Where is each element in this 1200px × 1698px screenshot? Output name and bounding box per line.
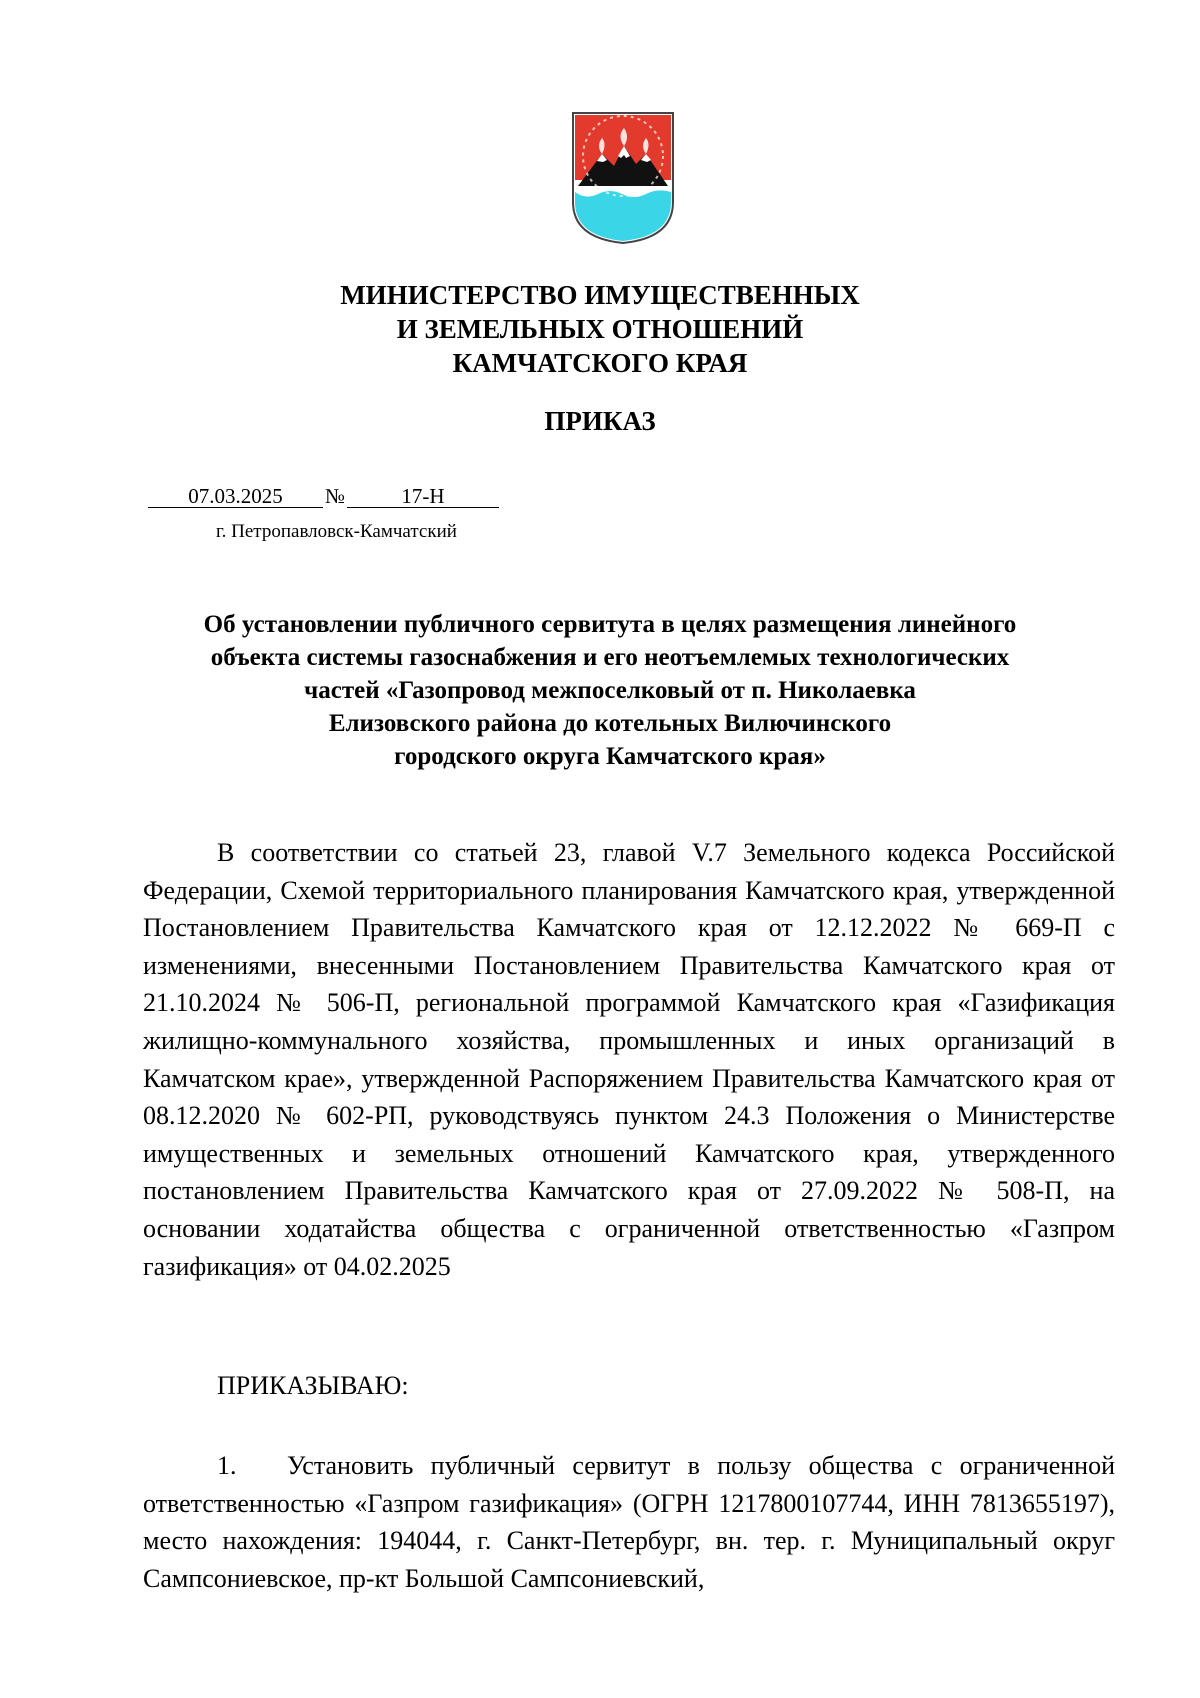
- item-1-text: Установить публичный сервитут в пользу общества с ограниченной ответственностью «Газпром газификация» (ОГРН 1217800107744, ИНН 7813655197), место нахождения: 194044, г. Санкт-Петербург, вн. тер. г. Муниципальный округ Сампсониевское, пр-кт Большой Сампсониевский,: [143, 1451, 1115, 1593]
- subject-line-3: частей «Газопровод межпоселковый от п. Николаевка: [304, 677, 916, 704]
- item-1-paragraph: [143, 1447, 1115, 1597]
- subject-line-5: городского округа Камчатского края»: [394, 743, 826, 770]
- ministry-name-line-2: И ЗЕМЕЛЬНЫХ ОТНОШЕНИЙ: [396, 314, 804, 344]
- subject-line-2: объекта системы газоснабжения и его неотъемлемых технологических: [210, 644, 1010, 671]
- number-sign: №: [324, 484, 346, 508]
- item-1-number: 1.: [217, 1451, 237, 1480]
- order-number: 17-Н: [347, 485, 499, 508]
- order-subject: [140, 608, 1080, 773]
- decree-word: ПРИКАЗЫВАЮ:: [217, 1371, 409, 1400]
- subject-line-4: Елизовского района до котельных Вилючинского: [328, 710, 892, 737]
- city-line: г. Петропавловск-Камчатский: [216, 521, 457, 542]
- subject-line-1: Об установлении публичного сервитута в целях размещения линейного: [203, 611, 1017, 638]
- date-number-line: [148, 483, 499, 509]
- kamchatka-coat-of-arms-icon: [570, 110, 676, 246]
- ministry-name: [0, 278, 1200, 380]
- ministry-name-line-1: МИНИСТЕРСТВО ИМУЩЕСТВЕННЫХ: [340, 280, 860, 310]
- preamble-paragraph: В соответствии со статьей 23, главой V.7 Земельного кодекса Российской Федерации, Схемой территориального планирования Камчатского края, утвержденной Постановлением Правительства Камчатского края от 12.12.2022 № 669-П с изменениями, внесенными Постановлением Правительства Камчатского края от 21.10.2024 № 506-П, региональной программой Камчатского края «Газификация жилищно-коммунального хозяйства, промышленных и иных организаций в Камчатском крае», утвержденной Распоряжением Правительства Камчатского края от 08.12.2020 № 602-РП, руководствуясь пунктом 24.3 Положения о Министерстве имущественных и земельных отношений Камчатского края, утвержденного постановлением Правительства Камчатского края от 27.09.2022 № 508-П, на основании ходатайства общества с ограниченной ответственностью «Газпром газификация» от 04.02.2025: [143, 838, 1115, 1281]
- ministry-name-line-3: КАМЧАТСКОГО КРАЯ: [452, 348, 748, 378]
- document-type-title: ПРИКАЗ: [544, 406, 656, 436]
- order-date: 07.03.2025: [148, 485, 323, 508]
